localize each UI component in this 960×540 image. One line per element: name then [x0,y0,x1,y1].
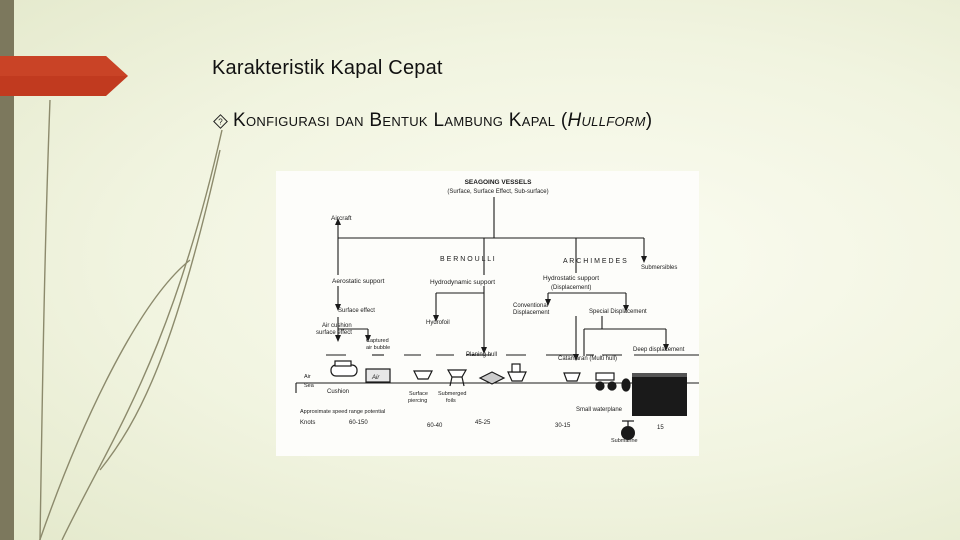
surface-effect-label: Surface effect [338,308,375,314]
vessel-classification-figure [276,171,699,456]
small-waterplane-label: Small waterplane [576,407,623,413]
conventional-displacement-label: Displacement [513,310,550,316]
heading-italic: Hullform [567,110,646,131]
special-displacement-label: Special Displacement [589,309,647,315]
submerged-foils-label-1: Submerged [438,391,467,397]
surface-piercing-label-2: piercing [408,398,428,404]
sea-medium-label: Sea [304,383,314,389]
speed-displacement: 30-15 [555,423,571,429]
air-cushion-label: Air cushion [322,323,352,329]
svg-text:?: ? [218,117,223,127]
slide-title: Karakteristik Kapal Cepat [212,57,443,79]
archimedes-label: A R C H I M E D E S [563,258,627,265]
displacement-label: (Displacement) [551,285,592,291]
bullet-item [213,110,652,132]
heading-prefix: Konfigurasi dan Bentuk Lambung Kapal ( [233,110,568,131]
surface-effect-2-label: surface effect [316,330,352,336]
vessel-classification-diagram [276,171,699,456]
bernoulli-label: B E R N O U L L I [440,256,495,263]
diamond-bullet-icon [213,114,228,129]
captured-label: Captured [366,338,389,344]
hydrofoil-label: Hydrofoil [426,320,450,326]
knots-label: Knots [300,420,316,426]
aircraft-label: Aircraft [331,215,352,222]
speed-planing: 45-25 [475,420,491,426]
speed-range-label: Approximate speed range potential [300,409,386,415]
root-subtitle: (Surface, Surface Effect, Sub-surface) [447,189,549,195]
air-medium-label: Air [304,374,311,380]
title-accent-tab [0,56,128,96]
catamaran-label: Catamaran (Multi hull) [558,356,618,362]
conventional-label: Conventional [513,303,549,309]
speed-hydrofoil: 60-40 [427,423,443,429]
heading-suffix: ) [645,110,653,131]
hullform-heading [233,110,652,132]
air-box-label: Air [372,375,380,381]
cushion-label: Cushion [327,389,350,395]
hydrostatic-support-label: Hydrostatic support [543,275,599,282]
speed-cushion: 60-150 [349,420,368,426]
submarine-label: Submarine [611,438,638,444]
submerged-foils-label-2: foils [446,398,456,404]
deep-displacement-label: Deep displacement [633,347,685,353]
aerostatic-support-label: Aerostatic support [332,278,385,285]
submersibles-label: Submersibles [641,265,678,271]
hydrodynamic-support-label: Hydrodynamic support [430,279,496,286]
air-bubble-label: air bubble [366,345,391,351]
speed-deep: 15 [657,425,664,431]
surface-piercing-label-1: Surface [409,391,428,397]
planing-hull-label: Planing hull [466,352,498,358]
root-title: SEAGOING VESSELS [464,179,532,186]
